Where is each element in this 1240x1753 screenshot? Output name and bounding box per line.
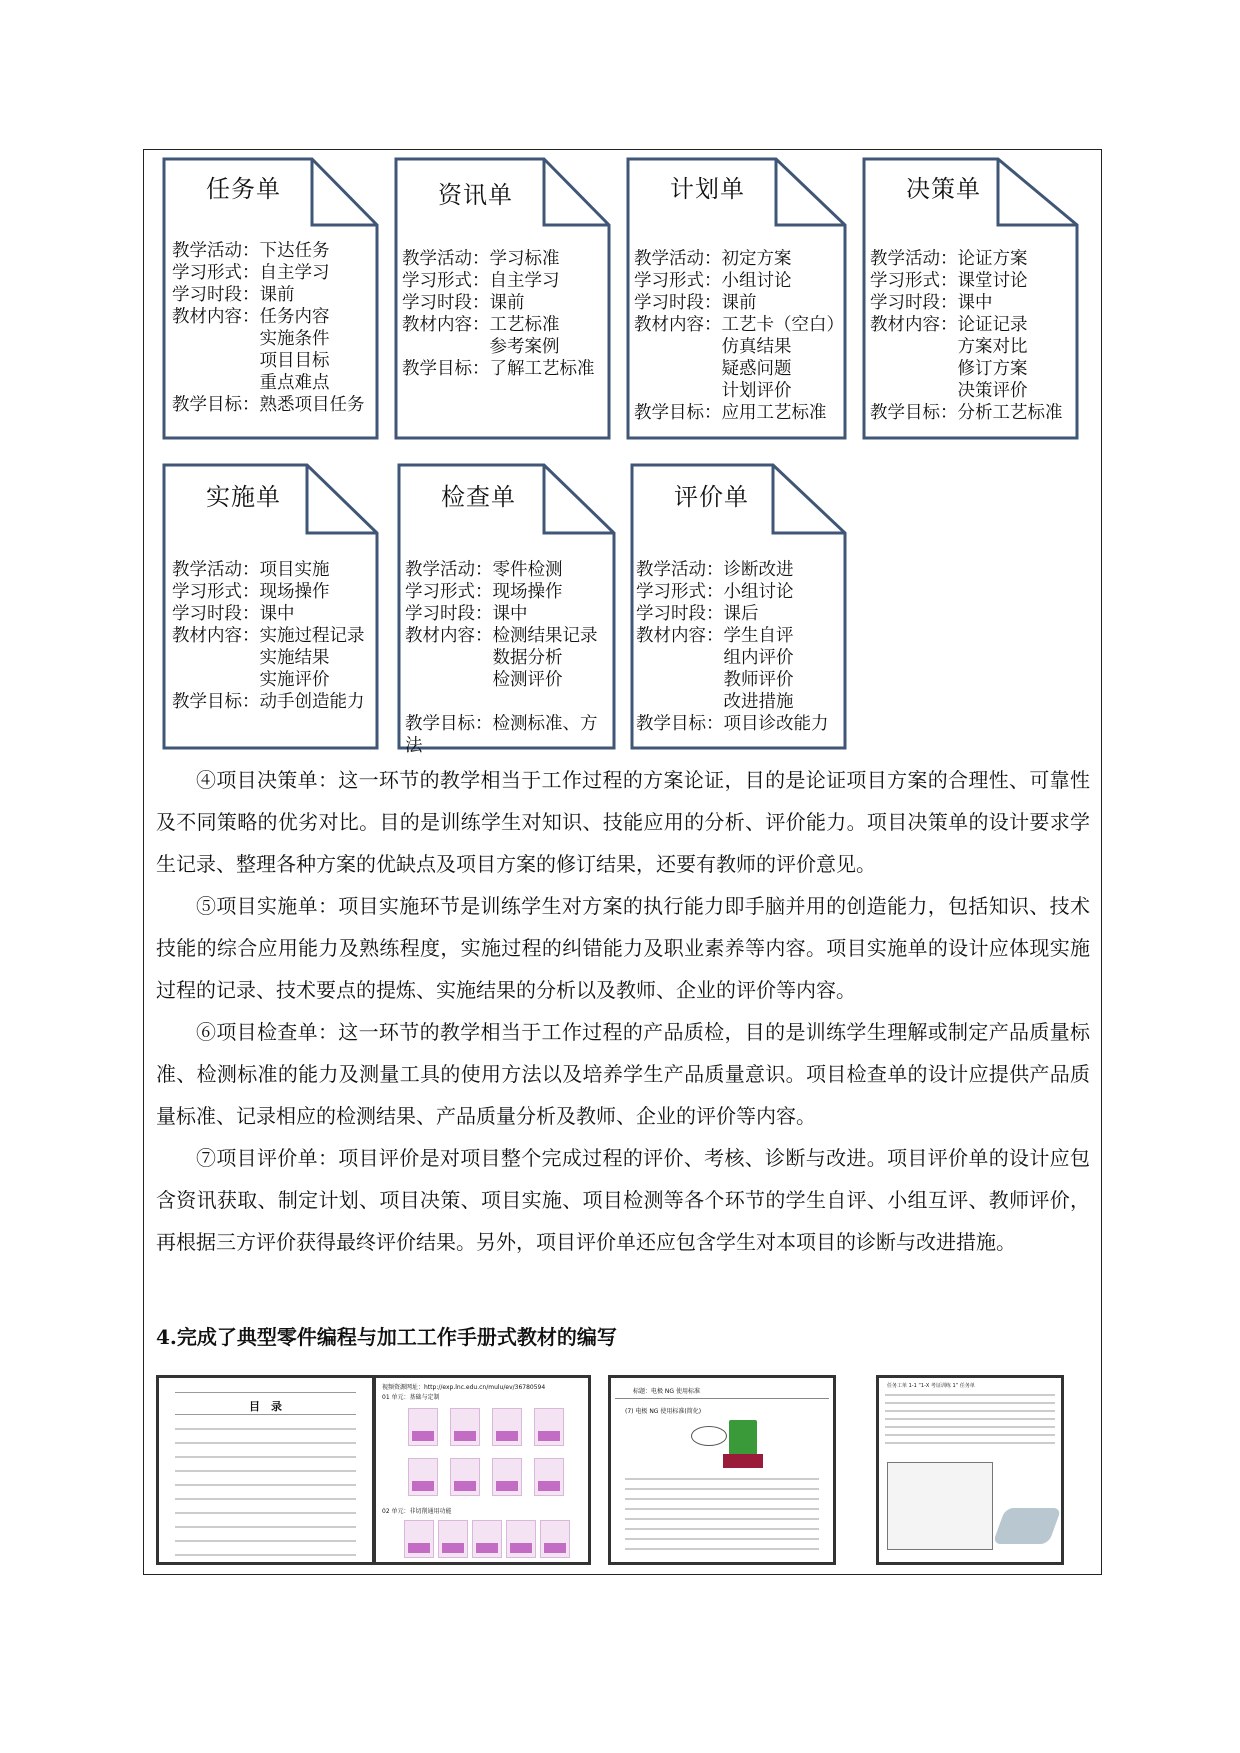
card-body: 教学活动：下达任务 学习形式：自主学习 学习时段：课前 教材内容：任务内容 实施条件 项目目标 重点难点 教学目标：熟悉项目任务: [172, 241, 365, 415]
avi-file-icon: [506, 1520, 536, 1558]
avi-file-icon: [534, 1408, 564, 1446]
thumbnail-video-resources: [373, 1375, 591, 1565]
card-body: 教学活动：学习标准 学习形式：自主学习 学习时段：课前 教材内容：工艺标准 参考案例 教学目标：了解工艺标准: [402, 249, 595, 379]
part-drawing-image: [887, 1462, 993, 1550]
card-title: 实施单: [206, 483, 281, 511]
callout-bubble: [691, 1426, 727, 1446]
thumbnail-task-sheet: [876, 1375, 1064, 1565]
toc-title: 目 录: [249, 1400, 282, 1413]
avi-file-icon: [492, 1408, 522, 1446]
avi-file-icon: [540, 1520, 570, 1558]
avi-file-icon: [492, 1458, 522, 1496]
paragraph-evaluation: ⑦项目评价单：项目评价是对项目整个完成过程的评价、考核、诊断与改进。项目评价单的设计应包含资讯获取、制定计划、项目决策、项目实施、项目检测等各个环节的学生自评、小组互评、教师评价，再根据三方评价获得最终评价结果。另外，项目评价单还应包含学生对本项目的诊断与改进措施。: [156, 1146, 1090, 1254]
card-body: 教学活动：项目实施 学习形式：现场操作 学习时段：课中 教材内容：实施过程记录 实施结果 实施评价 教学目标：动手创造能力: [172, 560, 365, 712]
card-title: 检查单: [441, 483, 516, 511]
card-title: 资讯单: [438, 181, 513, 209]
card-title: 评价单: [674, 483, 749, 511]
section-heading: 4.完成了典型零件编程与加工工作手册式教材的编写: [156, 1325, 617, 1349]
avi-file-icon: [534, 1458, 564, 1496]
part-3d-image: [992, 1508, 1061, 1544]
avi-file-icon: [438, 1520, 468, 1558]
card-plan: [626, 157, 848, 440]
electrode-base-image: [723, 1454, 763, 1468]
avi-file-icon: [450, 1458, 480, 1496]
card-title: 计划单: [670, 175, 745, 203]
card-task: [162, 157, 380, 440]
video-header: 视频资源网址：http://exp.lnc.edu.cn/mulu/ev/36780594: [382, 1384, 546, 1391]
avi-file-icon: [408, 1408, 438, 1446]
avi-file-icon: [404, 1520, 434, 1558]
thumbnail-toc: [156, 1375, 375, 1565]
task-header: 任务工单 1-1 “1-X 考证训练 1” 任务单: [887, 1383, 975, 1389]
thumbnail-electrode-standard: [608, 1375, 836, 1565]
unit1-label: 01 单元：基础与定制: [382, 1394, 440, 1401]
card-title: 任务单: [206, 175, 281, 203]
avi-file-icon: [408, 1458, 438, 1496]
paragraph-implementation: ⑤项目实施单：项目实施环节是训练学生对方案的执行能力即手脑并用的创造能力，包括知识、技术技能的综合应用能力及熟练程度，实施过程的纠错能力及职业素养等内容。项目实施单的设计应体现实施过程的记录、技术要点的提炼、实施结果的分析以及教师、企业的评价等内容。: [156, 894, 1090, 1002]
standard-subtitle: (7) 电极 NG 使用标准(简化): [625, 1408, 702, 1415]
card-body: 教学活动：诊断改进 学习形式：小组讨论 学习时段：课后 教材内容：学生自评 组内评价 教师评价 改进措施 教学目标：项目诊改能力: [636, 560, 829, 734]
card-title: 决策单: [906, 175, 981, 203]
card-inspection: [397, 463, 617, 756]
body-paragraphs: [156, 759, 1090, 1263]
avi-file-icon: [450, 1408, 480, 1446]
card-body: 教学活动：论证方案 学习形式：课堂讨论 学习时段：课中 教材内容：论证记录 方案对比 修订方案 决策评价 教学目标：分析工艺标准: [870, 249, 1063, 423]
card-implementation: [162, 463, 380, 750]
card-body: 教学活动：零件检测 学习形式：现场操作 学习时段：课中 教材内容：检测结果记录 数据分析 检测评价 教学目标：检测标准、方 法: [405, 560, 598, 756]
card-evaluation: [630, 463, 848, 750]
paragraph-decision: ④项目决策单：这一环节的教学相当于工作过程的方案论证，目的是论证项目方案的合理性、可靠性及不同策略的优劣对比。目的是训练学生对知识、技能应用的分析、评价能力。项目决策单的设计要求学生记录、整理各种方案的优缺点及项目方案的修订结果，还要有教师的评价意见。: [156, 768, 1090, 876]
standard-header: 标题：电极 NG 使用标准: [633, 1388, 700, 1395]
card-body: 教学活动：初定方案 学习形式：小组讨论 学习时段：课前 教材内容：工艺卡（空白） 仿真结果 疑惑问题 计划评价 教学目标：应用工艺标准: [634, 249, 844, 423]
card-info: [394, 157, 612, 440]
avi-file-icon: [472, 1520, 502, 1558]
card-decision: [862, 157, 1080, 440]
paragraph-inspection: ⑥项目检查单：这一环节的教学相当于工作过程的产品质检，目的是训练学生理解或制定产品质量标准、检测标准的能力及测量工具的使用方法以及培养学生产品质量意识。项目检查单的设计应提供产品质量标准、记录相应的检测结果、产品质量分析及教师、企业的评价等内容。: [156, 1020, 1090, 1128]
unit2-label: 02 单元：非切削通用功能: [382, 1508, 452, 1515]
